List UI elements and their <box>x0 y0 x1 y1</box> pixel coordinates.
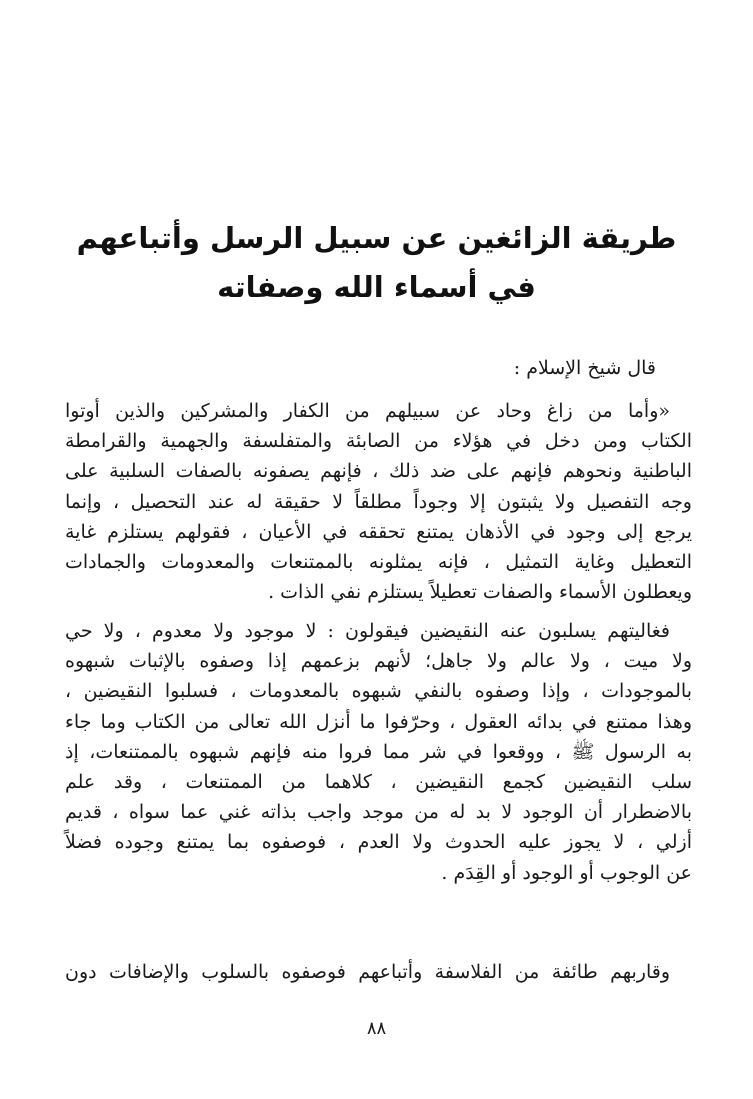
paragraph-2 <box>65 616 692 888</box>
paragraph-line: سلب النقيضين كجمع النقيضين ، كلاهما من الممتنعات ، وقد علم <box>65 771 692 794</box>
paragraph-line: فغاليتهم يسلبون عنه النقيضين فيقولون : لا موجود ولا معدوم ، ولا حي <box>65 620 670 642</box>
paragraph-line: عن الوجوب أو الوجود أو القِدَم . <box>441 861 692 884</box>
paragraph-line: وقاربهم طائفة من الفلاسفة وأتباعهم فوصفوه بالسلوب والإضافات دون <box>65 961 670 983</box>
paragraph-line: التعطيل وغاية التمثيل ، فإنه يمثلونه بالممتنعات والمعدومات والجمادات <box>65 551 692 574</box>
intro-line: قال شيخ الإسلام : <box>513 357 656 379</box>
paragraph-line: بالاضطرار أن الوجود لا بد له من موجد واجب بذاته غني عما سواه ، قديم <box>65 801 692 824</box>
paragraph-line: وجه التفصيل ولا يثبتون إلا وجوداً مطلقاً لا حقيقة له عند التحصيل ، وإنما <box>65 490 692 513</box>
chapter-title-line-2: في أسماء الله وصفاته <box>217 270 536 304</box>
paragraph-line: وهذا ممتنع في بدائه العقول ، وحرّفوا ما أنزل الله تعالى من الكتاب وما جاء <box>65 710 692 733</box>
chapter-title-line-1: طريقة الزائغين عن سبيل الرسل وأتباعهم <box>76 221 677 255</box>
paragraph-line: الكتاب ومن دخل في هؤلاء من الصابئة والمتفلسفة والجهمية والقرامطة <box>65 430 692 453</box>
paragraph-line: ويعطلون الأسماء والصفات تعطيلاً يستلزم نفي الذات . <box>268 581 692 604</box>
paragraph-line: بالموجودات ، وإذا وصفوه بالنفي شبهوه بالمعدومات ، فسلبوا النقيضين ، <box>65 680 692 703</box>
paragraph-line: به الرسول ﷺ ، ووقعوا في شر مما فروا منه فإنهم شبهوه بالممتنعات، إذ <box>65 740 692 763</box>
page-number: ٨٨ <box>366 1018 387 1039</box>
paragraph-line: ولا ميت ، ولا عالم ولا جاهل؛ لأنهم بزعمهم إذا وصفوه بالإثبات شبهوه <box>65 650 692 673</box>
paragraph-line: الباطنية ونحوهم فإنهم على ضد ذلك ، فإنهم يصفونه بالصفات السلبية على <box>65 460 692 483</box>
paragraph-line: أزلي ، لا يجوز عليه الحدوث ولا العدم ، فوصفوه بما يمتنع وجوده فضلاً <box>65 831 692 854</box>
paragraph-1 <box>65 396 692 607</box>
paragraph-line: يرجع إلى وجود في الأذهان يمتنع تحققه في الأعيان ، فقولهم يستلزم غاية <box>65 520 692 543</box>
paragraph-3 <box>65 957 692 987</box>
paragraph-line: «وأما من زاغ وحاد عن سبيلهم من الكفار والمشركين والذين أوتوا <box>65 400 670 422</box>
